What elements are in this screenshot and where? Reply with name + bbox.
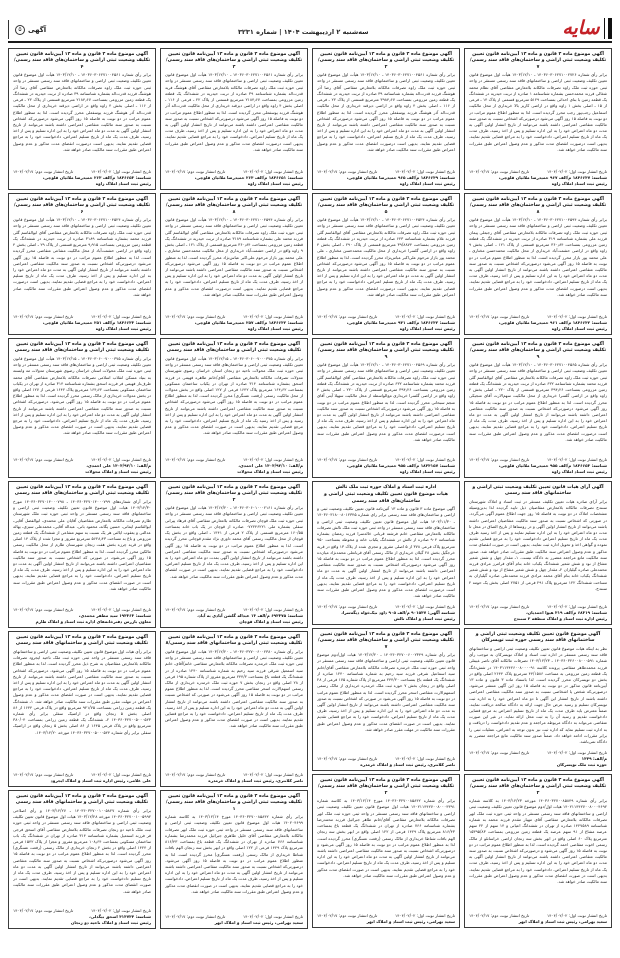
notice-body: برابر رأی شماره ۱۴۰۳۶۰۳۲۷۰۰۱۰۰۵۸۲۷ ـ ۱۴۰۳/۱۲/۲۷ و رأی اصلاحی ۱۴۰۳۶۰۳۲۷۰۰۱۰۰۵۹۹۲ مورخه ۱۴۰۳/۱۲/۲۸ هیات اول موضوع قانون تعیین تکلیف وضعیت ثبتی اراضی و ساختمانهای فاقد سند رسمی مستقر در واحد ثبتی حوزه ثبت ملک ناحیه دو زنجان تصرفات مالکانه بلامعارض متقاضی آقای اسحق فرجی فر فرزند اسمعیل بشماره شناسنامه ۳۱۴ صادره از تهران در ششدانگ یک باب ساختمان مسکونی بمساحت ۱۰۸٫۶۴ مترمربع مفروز و مجزا از پلاک ۱۵۴۲ فرعی از ۱۴۲۴ اصلی واقع در بخش ۲ زنجان خریداری از مالک رسمی (رفعت عسگری) محرز گردیده است. لذا به منظور اطلاع عموم مراتب در دو نوبت به فاصله ۱۵ روز آگهی می‌شود درصورتی‌که اشخاص نسبت به صدور سند مالکیت متقاضی اعتراضی داشته باشند می‌توانند از تاریخ انتشار اولین آگهی به مدت دو ماه اعتراض خود را به این اداره تسلیم و پس از اخذ رسید، ظرف مدت یک ماه از تاریخ تسلیم دادخواست خود را به مراجع قضایی تقدیم نمایند. بدیهی است در صورت انقضای مدت مذکور و عدم وصول اعتراض طبق مقررات سند مالکیت صادر خواهد شد. — [13, 807, 151, 894]
notice-id-line: شناسه: ۱۸۴۶۶۵۱ م/الف ۲۶۴ حمیدرضا ملائیان قلوچی، — [194, 174, 303, 180]
notice-id-line: شناسه: ۱۸۴۶۶۴۲ م/الف ۲۵۷ حمیدرضا ملائیان قلوچی، — [194, 319, 303, 325]
notice-columns — [0, 43, 620, 929]
notice-signature: رئیس ثبت اسناد و املاک ناحیه دو زنجان — [70, 919, 151, 925]
notice-block — [8, 48, 156, 190]
notice-block — [312, 193, 460, 335]
publish-date-second: تاریخ انتشار نوبت دوم: ۱۴۰۴/۰۲/۱۷ — [317, 603, 378, 609]
notice-title: آگهی موضوع ماده ۳ قانون و ماده ۱۳ آیین‌نامه قانون تعیین تکلیف وضعیت ثبتی اراضی و ساختمان‌های فاقد سند رسمی — [166, 342, 302, 354]
publish-date-first: تاریخ انتشار نوبت اول: ۱۴۰۴/۰۲/۰۲ — [547, 749, 607, 755]
notice-block — [160, 790, 308, 929]
logo-bar-thin-icon — [604, 18, 606, 39]
notice-block — [160, 193, 308, 335]
notice-id-line: م/الف: ۱۴۰۳/۹۲/۱۰ علی احمدی، — [238, 462, 303, 468]
notice-signature: سعید بهرامی، رئیس ثبت اسناد و املاک ابهر — [518, 918, 607, 924]
notice-signature: سعید بهرامی، رئیس ثبت اسناد و املاک ابهر — [214, 919, 303, 925]
notice-title: آگهی موضوع ماده ۳ قانون و ماده ۱۳ آیین‌نامه قانون تعیین تکلیف وضعیت ثبتی اراضی و ساختمان‌های فاقد سند رسمی/۷ — [469, 52, 607, 70]
publish-date-second: تاریخ انتشار نوبت دوم: ۱۴۰۴/۰۲/۱۷ — [165, 771, 226, 777]
notice-block — [8, 193, 156, 335]
notice-body: نظر به اینکه هیات موضوع قانون تعیین تکلیف وضعیت ثبتی اراضی و ساختمانهای فاقد سند رسمی مستقر در اداره ثبت اسناد و املاک تویسرکان به موجب رأی شماره ۱۴۰۳۶۰۳۲۶۰۰۸۰۰۰۵۹۱ ـ ۱۴۰۳/۱۲/۲۳ تصرفات مالکانه آقای ناصر غیبتلی فرزند محمدطاهر متقاضی پرونده کلاسه ۱۴۰۳۱۱۴۴۲۶۰۰۸۰۰۰۰۹۱ در شش‌دانگ یک قطعه زمین مزروعی به مساحت ۴۴/۱۵۸۶ مترمربع پلاک ۲۶۴۴ اصلی واقع در بخش دو تویسرکان محرز گردیده است. لذا باستناد ماده ۳ قانون و ماده ۱۳ آیین‌نامه قانون مذکور در دو نوبت به فاصله ۱۵ روز این آگهی منتشر می‌شود. درصورتی‌که شخص یا اشخاصی نسبت به صدور سند مالکیت متقاضی اعتراضی داشته باشند از تاریخ انتشار این آگهی تا دو ماه اعتراض خود را به اداره ثبت تویسرکان تسلیم و رسید عرض حال جهت ارائه به دادگاه صالحه دریافت نمایند. ضمناً معترض باید ظرف مدت یک ماه از تاریخ تسلیم اعتراض به مرجع قضایی دادخواست تقدیم و رسید آن را به ثبت محل ارائه نماید. در غیر این صورت متقاضی می‌تواند به دادگاه مربوطه مراجعه و عدم تقدیم دادخواست را دریافت و به اداره ثبت تسلیم نماید که اداره ثبت نیز بدون توجه به اعتراض، عملیات ثبتی را برابر مقررات ادامه خواهد داد. ضمناً صدور سند مالکیت مانع مراجعه متضرر به دادگاه نمی‌باشد. — [469, 645, 607, 745]
publish-date-second: تاریخ انتشار نوبت دوم: ۱۴۰۴/۰۲/۱۷ — [13, 606, 74, 612]
notice-id-line: شناسه: ۴۱۳۷۴۴ اسحق بیگدلی، — [89, 913, 151, 919]
notice-body: برابر رأی شماره ۱۴۰۳۶۰۳۲۷۰۰۸۵۸۴۲ مورخ ۱۴۰۳/۱۲/۱۴ به کلاسه شماره ۱۴۰۲۰۴۶۹۹ هیات اول موضوع قانون تعیین تکلیف وضعیت ثبتی اراضی و ساختمانهای فاقد سند رسمی مستقر در واحد ثبتی حوزه ثبت ملک ابهر تصرفات مالکانه بلامعارض متقاضی آقای خلیل طاهری جبرائیل فرزند محمدرضا بشماره شناسنامه ۷۶۶ صادره از تهران در ششدانگ یک قطعه باغ بمساحت ۸۱۶/۴۳ مترمربع پلاک ۱۴۲۹ فرعی از ۱۲۲ اصلی واقع در ابهر بخش سه زنجان الهم بافات شناطا خریداری از مالک رسمی (رفعت عسگری) محرز گردیده است. لذا به منظور اطلاع عموم مراتب در دو نوبت به فاصله ۱۵ روز آگهی می‌شود. درصورتی‌که اشخاص نسبت به صدور سند مالکیت متقاضی اعتراضی داشته باشند می‌توانند از تاریخ انتشار اولین آگهی به مدت دو ماه اعتراض خود را به این اداره تسلیم و پس از اخذ رسید، ظرف مدت یک ماه از تاریخ تسلیم اعتراض، دادخواست خود را به مراجع قضایی تقدیم نمایند. بدیهی است در صورت انقضای مدت مذکور و عدم وصول اعتراض طبق مقررات سند مالکیت صادر خواهد شد. — [165, 814, 303, 894]
publish-date-second: تاریخ انتشار نوبت دوم: ۱۴۰۴/۰۲/۱۷ — [469, 603, 530, 609]
publish-date-first: تاریخ انتشار نوبت اول: ۱۴۰۴/۰۲/۰۲ — [547, 603, 607, 609]
notice-title: آگهی موضوع ماده ۳ قانون و ماده ۱۳ آیین‌نامه قانون تعیین تکلیف وضعیت ثبتی اراضی و ساختمان‌های فاقد سند رسمی/۴ — [13, 52, 151, 70]
notice-block — [312, 628, 460, 771]
publish-date-second: تاریخ انتشار نوبت دوم: ۱۴۰۴/۰۲/۱۷ — [13, 168, 74, 174]
notice-id-line: شناسه: ۶۹۴۳۷۵ م/الف ۱۳ عبداله گلشن آبادی به آباد، — [197, 612, 303, 618]
notice-signature: ناصر کلانتری، رئیس ثبت اسناد و املاک خرمدره — [208, 777, 303, 783]
notice-signature: ناصر کلانتری، رئیس ثبت اسناد و املاک خرمدره — [360, 761, 455, 767]
publish-date-second: تاریخ انتشار نوبت دوم: ۱۴۰۴/۰۲/۱۷ — [165, 456, 226, 462]
publish-date-first: تاریخ انتشار نوبت اول: ۱۴۰۴/۰۲/۰۲ — [91, 907, 151, 913]
notice-block — [8, 481, 156, 628]
paper-logo — [560, 18, 612, 39]
notice-body: برابر رأی شماره ۱۴۰۳۶۰۳۰۶۲۷۱۰۰۴۵۲۴ ـ ۱۴۰۳/۱۲/۱۰ هیأت اول موضوع قانون تعیین تکلیف وضعیت ثبتی اراضی و ساختمانهای فاقد سند رسمی مستقر در واحد ثبتی حوزه ثبت ملک زاوه تصرفات مالکانه بلامعارض متقاضی آقای ابوالقاسم گلی فرزند غلام بشماره شناسنامه ۶۲۳ صادره از تربت حیدریه در ششدانگ یک قطعه زمین مزروعی بمساحت ۳۹/۸۸۷۴ مترمربع قسمتی از پلاک ۲۹۰ ـ اصلی بخش ۴ زاوه واقع در اراضی گلسرا خریداری از محل مالکیت محمدحسن مختاری ـ علی محمد پور بازار مرحوم علی‌اکبر عباس‌نژاد محرز گردیده است. لذا به منظور اطلاع عموم مراتب در دو نوبت به فاصله ۱۵ روز آگهی می‌شود درصورتی‌که اشخاص نسبت به صدور سند مالکیت متقاضی اعتراضی داشته باشند می‌توانند از تاریخ انتشار اولین آگهی به مدت دو ماه اعتراض خود را به این اداره تسلیم و پس از اخذ رسید، ظرف مدت یک ماه از تاریخ تسلیم اعتراض، دادخواست خود را به مراجع قضایی تقدیم نمایند. بدیهی است درصورت انقضای مدت مذکور و عدم وصول اعتراض طبق مقررات سند مالکیت صادر خواهد شد. — [317, 217, 455, 297]
publish-date-first: تاریخ انتشار نوبت اول: ۱۴۰۴/۰۲/۰۲ — [395, 755, 455, 761]
paper-name: سایه — [562, 16, 600, 39]
publish-date-second: تاریخ انتشار نوبت دوم: ۱۴۰۴/۰۲/۱۷ — [469, 749, 530, 755]
notice-body: برابر آرای صادره هیات تعیین تکلیف مستقر در ثبت اسناد و املاک شهرستان سنندج تصرفات مالکانه بلامعارض متقاضیان ذیل تایید گردیده لذا بدین‌وسیله مشخصات املاک در دو نوبت به فاصله ۱۵ روز جهت اطلاع عموم آگهی می‌گردد. در صورتی که اشخاص نسبت به صدور سند مالکیت متقاضیان اعتراضی داشته باشند می‌توانند از تاریخ انتشار اولین آگهی و در روستاها از تاریخ الصاق در محل تا مدت دو ماه اعتراض خود را به این اداره تسلیم نمایند و پس از اخذ رسید ظرف مدت یک ماه از تاریخ تسلیم اعتراض دادخواست خود را به مرجع قضایی تقدیم نموده و گواهی اخذ و تحویل اداره ثبت نمایند. بدیهی است در صورت انقضای مدت مذکور و عدم وصول اعتراض سند مالکیت طبق مقررات صادر خواهد شد. صدور سند مالکیت مانع مراجعه متضرر به دادگاه نیست. ۱ـ مقدار چهل و شش شعیر مشاع از نود و شش شعیر ششدانگ یکباب خانه بنام آقای فرامرز مرادی فرزند محمدعلی صادره گیلیازان ۲ـ مقدار چهل و شش شعیر مشاع از نود و شش شعیر ششدانگ یکباب خانه بنام آقای محمد مرادی فرزند محمدعلی صادره گیلیازان به مساحت ششدانگ ۱۲۲ مترمربع پلاک ۲۹۱ فرعی از ۲۷۵۱ اصلی بخش یک حومه ۲ سنندج. — [469, 498, 607, 591]
publish-date-first: تاریخ انتشار نوبت اول: ۱۴۰۴/۰۲/۰۲ — [243, 913, 303, 919]
notice-id-line: شناسه: ۱۹۴۳۶۳ سید مظفر محمدی، — [78, 612, 151, 618]
notice-title: آگهی موضوع ماده ۳ قانون و ماده ۱۳ آیین‌نامه قانون تعیین تکلیف وضعیت ثبتی اراضی و ساختمان‌های فاقد سند رسمی/۶ — [13, 197, 151, 215]
notice-block — [464, 774, 612, 928]
publish-date-second: تاریخ انتشار نوبت دوم: ۱۴۰۴/۰۲/۱۷ — [317, 912, 378, 918]
notice-signature: حوزه ثبت ملک تویسرکان — [556, 761, 607, 767]
notice-title: آگهی موضوع ماده ۳ قانون و ماده ۱۳ آیین‌نامه قانون تعیین تکلیف وضعیت ثبتی اراضی و ساختمانهای فاقد سند رسمی — [15, 635, 149, 647]
notice-title: آگهی موضوع ماده ۳ قانون و ماده ۱۳ آیین‌نامه قانون تعیین تکلیف وضعیت ثبتی اراضی و ساختمان‌های فاقد سند رسمی/۹ — [469, 342, 607, 360]
notice-title: آگهی موضوع قانون تعیین تکلیف وضعیت ثبتی اراضی و ساختمانهای فاقد سند رسمی حوزه ثبت تویسرکان — [475, 632, 601, 644]
notice-title: آگهی موضوع ماده ۳ قانون و ماده ۱۳ آیین‌نامه قانون تعیین تکلیف وضعیت ثبتی اراضی و ساختمان‌های فاقد سند رسمی/۵ — [317, 197, 455, 215]
notice-title: آگهی موضوع ماده ۳ قانون و ماده ۱۳ آیین‌نامه قانون تعیین تکلیف وضعیت ثبتی اراضی و ساختمان‌های فاقد سند رسمی/۹ — [317, 342, 455, 360]
notice-block — [312, 48, 460, 190]
publish-date-second: تاریخ انتشار نوبت دوم: ۱۴۰۴/۰۲/۱۷ — [317, 755, 378, 761]
publish-date-first: تاریخ انتشار نوبت اول: ۱۴۰۴/۰۲/۰۲ — [395, 168, 455, 174]
notice-signature: رئیس ثبت اسناد املاک زاوه — [551, 325, 607, 331]
notice-body: برابر رأی شماره ۱۴۰۳۶۰۳۲۷۰۰۶۰۰۲۳۴۹ ـ ۱۴۰۳/۱۲/۲۰ هیات اول/دوم موضوع قانون تعیین تکلیف وضعیت ثبتی اراضی و ساختمانهای فاقد سند رسمی مستقر در واحد ثبتی حوزه ثبت ملک خرمدره تصرفات مالکانه بلامعارض متقاضی آقای/خانم سید اسماعیل شرفی فرزند سید رحیم به شماره شناسنامه ۱۲۴۰ صادره از ششدانگ یک قطعه باغ بمساحت ۲۴۴/۲۰ مترمربع از پلاک شماره ۱۷۵ فرعی از ۲۸ اصلی واقع در زنجان بخش ۷ حوزه ثبت ملک خرمدره خریداری از مالک رسمی اسمهم‌الارث متقاضی اسحر محرز گردیده است. لذا به منظور اطلاع عموم مراتب در دو نوبت به فاصله ۱۵ روز آگهی می‌شود در صورتی که اشخاص نسبت به صدور سند مالکیت متقاضی اعتراضی داشته باشند می‌توانند از تاریخ انتشار اولین آگهی به مدت دو ماه اعتراض خود را به این اداره تسلیم و پس از اخذ رسید، ظرف مدت یک ماه از تاریخ تسلیم اعتراض، دادخواست خود را به مراجع قضایی تقدیم نمایند. بدیهی است در صورت انقضای مدت مذکور و عدم وصول اعتراض طبق مقررات سند مالکیت در مهلت مقرر صادر خواهد شد. — [317, 652, 455, 732]
notice-body: برابر رأی شماره ۱۴۰۳۶۰۳۰۶۲۷۱۰۰۴۵۲۴ ـ ۱۴۰۳/۱۲/۱۰ هیأت اول موضوع قانون تعیین تکلیف وضعیت ثبتی اراضی و ساختمانهای فاقد سند رسمی مستقر در واحد ثبتی حوزه ثبت ملک زاوه تصرفات مالکانه بلامعارض متقاضی آقای ابوالقاسم گلی فرزند محمد بشماره شناسنامه ۳۱۸۹ صادره از تربت حیدریه در ششدانگ یک قطعه زمین مزروعی بمساحت ۹٫۹۱۵ مترمربع قسمتی از پلاک ۲۹ ـ اصلی بخش ۴ زاوه واقع در اراضی حشمت‌آباد از محل مالکیت مشاعی متقاضی محرز گردیده است. لذا به منظور اطلاع عموم مراتب در دو نوبت به فاصله ۱۵ روز آگهی می‌شود درصورتی‌که اشخاص نسبت به صدور سند مالکیت متقاضی اعتراضی داشته باشند می‌توانند از تاریخ انتشار اولین آگهی به مدت دو ماه اعتراض خود را به این اداره تسلیم و پس از اخذ رسید، ظرف مدت یک ماه از تاریخ تسلیم اعتراض، دادخواست خود را به مراجع قضایی تقدیم نمایند. بدیهی است درصورت انقضای مدت مذکور و عدم وصول اعتراض طبق مقررات سند مالکیت صادر خواهد شد. — [13, 217, 151, 297]
publish-date-first: تاریخ انتشار نوبت اول: ۱۴۰۴/۰۲/۰۲ — [243, 313, 303, 319]
notice-body: برابر رأی شماره ۱۴۰۳۶۰۳۲۷۰۰۸۵۸۴۹ مورخه ۱۴۰۳/۱۲/۲۳ به کلاسه شماره ۱۴۰۲۱۱۴۴۲۷۰۰۸۰۰۰۴۶۹۲ هیات اول/دوم موضوع قانون تعیین تکلیف وضعیت ثبتی اراضی و ساختمانهای فاقد سند رسمی مستقر در واحد ثبتی حوزه ثبت ملک ابهر تصرفات مالکانه بلامعارض متقاضی آقای مهیار مقدم فرزند محمد به شماره شناسنامه ۱۴۲۷۵۸۹ صادره از تهران در ششدانگ اعیانی و ۱۴ سهم از ۲۲ سهم عرصه مشاع از ۹۱ سهم عرصه یک قطعه زمین مزروعی بمساحت ۱۵۳۹۵/۸۳ مترمربع پلاک ۶۰ اصلی واقع در ابهر بخش سه زنجان اراضی خراسانلو از مالک رسمی اخوت متقاضی احمد گردیده است. لذا به منظور اطلاع عموم مراتب در دو نوبت به فاصله ۱۵ روز آگهی می‌شود و درصورتی‌که اشخاص نسبت به صدور سند مالکیت متقاضی اعتراضی داشته باشند می‌توانند از تاریخ انتشار اولین آگهی به مدت دو ماه اعتراض خود را به این اداره تسلیم و پس از اخذ رسید، ظرف مدت یک ماه از تاریخ تسلیم اعتراض، دادخواست خود را به مراجع قضایی تقدیم نمایند. بدیهی است در صورت انقضای مدت مذکور و عدم وصول اعتراض طبق مقررات سند مالکیت صادر خواهد شد. — [469, 798, 607, 885]
notice-title: آگهی موضوع ماده ۳ قانون و ماده ۱۳ آیین‌نامه قانون تعیین تکلیف وضعیت ثبتی اراضی و ساختمان‌های فاقد سند رسمی/۷ — [317, 632, 455, 650]
notice-title: آگهی موضوع ماده ۳ قانون و ماده ۱۳ آیین‌نامه قانون تعیین تکلیف وضعیت ثبتی اراضی و ساختمان‌های فاقد سند رسمی/۸ — [165, 197, 303, 215]
publish-date-first: تاریخ انتشار نوبت اول: ۱۴۰۴/۰۲/۰۲ — [91, 456, 151, 462]
notice-body: برابر رأی شماره ۱۴۰۳۶۰۳۰۶۲۷۱۰۰۴۵۶۹ ـ ۱۴۰۳/۱۲/۱۰ هیأت اول موضوع قانون تعیین تکلیف وضعیت ثبتی اراضی و ساختمانهای فاقد سند رسمی مستقر در واحد ثبتی حوزه ثبت ملک زاوه تصرفات مالکانه بلامعارض متقاضی آقای ابوالقاسم گلی فرزند محمد بشماره شناسنامه ۶۳۲ صادره از تربت حیدریه در ششدانگ یک قطعه زمین مزروعی بمساحت ۳۹۴٫۲۶ مترمربع قسمتی از پلاک ۲۲۰ ـ اصلی بخش ۴ زاوه واقع در اراضی گلسرا خریداری مع‌الواسطه از محل مالکیت سهیلا آیتی آقای منجم سبحانی محرز گردیده است. لذا به منظور اطلاع عموم مراتب در دو نوبت به فاصله ۱۵ روز آگهی می‌شود درصورتی‌که اشخاص نسبت به صدور سند مالکیت متقاضی اعتراضی داشته باشند می‌توانند از تاریخ انتشار اولین آگهی به مدت دو ماه اعتراض خود را به این اداره تسلیم و پس از اخذ رسید، ظرف مدت یک ماه از تاریخ تسلیم اعتراض، دادخواست خود را به مراجع قضایی تقدیم نمایند. بدیهی است درصورت انقضای مدت مذکور و عدم وصول اعتراض طبق مقررات سند مالکیت صادر خواهد شد. — [317, 362, 455, 442]
notice-signature: سعید بهرامی، رئیس ثبت اسناد و املاک ابهر — [366, 918, 455, 924]
notice-body: برابر رأی شماره ۱۴۰۳۶۰۳۰۶۲۷۱۰۰۴۵۶۵ ـ ۱۴۰۳/۱۲/۱۰ هیأت اول موضوع قانون تعیین تکلیف وضعیت ثبتی اراضی و ساختمانهای فاقد سند رسمی مستقر در واحد ثبتی حوزه ثبت ملک زاوه تصرفات مالکانه بلامعارض متقاضی آقای ابوالقاسم گلی فرزند محمد بشماره شناسنامه ۶۳۲ صادره از تربت حیدریه در ششدانگ یک قطعه زمین مزروعی بمساحت ۳۹۴٫۲۶ مترمربع قسمتی از پلاک ۲۲۰ ـ اصلی بخش ۴ زاوه واقع در اراضی گلسرا خریداری از محل مالکیت سهم‌الارث آقای منجیکی محرز گردیده است. لذا به منظور اطلاع عموم مراتب در دو نوبت به فاصله ۱۵ روز آگهی می‌شود درصورتی‌که اشخاص نسبت به صدور سند مالکیت متقاضی اعتراضی داشته باشند می‌توانند از تاریخ انتشار اولین آگهی به مدت دو ماه اعتراض خود را به این اداره تسلیم و پس از اخذ رسید، ظرف مدت یک ماه از تاریخ تسلیم اعتراض، دادخواست خود را به مراجع قضایی تقدیم نمایند. بدیهی است درصورت انقضای مدت مذکور و عدم وصول اعتراض طبق مقررات سند مالکیت صادر خواهد شد. — [469, 362, 607, 442]
publish-date-second: تاریخ انتشار نوبت دوم: ۱۴۰۴/۰۲/۱۷ — [317, 313, 378, 319]
publish-date-second: تاریخ انتشار نوبت دوم: ۱۴۰۴/۰۲/۱۷ — [469, 168, 530, 174]
column-2 — [312, 48, 460, 929]
notice-signature: رئیس اداره ثبت اسناد و املاک منطقه ۲ سنندج — [513, 615, 607, 621]
logo-bar-icon — [608, 18, 612, 39]
notice-title: آگهی موضوع ماده ۳ قانون و ماده ۱۳ آیین‌نامه قانون تعیین تکلیف وضعیت ثبتی اراضی و ساختمان‌های فاقد سند رسمی/۸ — [469, 197, 607, 215]
notice-signature: رئیس ثبت اسناد املاک زاوه — [95, 325, 151, 331]
notice-block — [312, 481, 460, 625]
publish-date-second: تاریخ انتشار نوبت دوم: ۱۴۰۴/۰۲/۱۷ — [165, 606, 226, 612]
masthead — [8, 0, 612, 43]
publish-date-second: تاریخ انتشار نوبت دوم: ۱۴۰۴/۰۲/۱۷ — [165, 913, 226, 919]
notice-title: آگهی موضوع ماده ۳ قانون و ماده ۱۳ آیین‌نامه قانون تعیین تکلیف وضعیت ثبتی اراضی و ساختمان‌های فاقد سند رسمی/۲ — [317, 52, 455, 70]
notice-title: آگهی موضوع ماده ۳ قانون و ماده ۱۳ آیین‌نامه قانون تعیین تکلیف وضعیت ثبتی اراضی و ساختمانهای فاقد سند رسمی — [15, 794, 149, 806]
notice-signature: رئیس ثبت اسناد املاک زاوه — [247, 180, 303, 186]
notice-subtitle: هیات موضوع قانون تعیین تکلیف وضعیت ثبتی اراضی و ساختمان‌های فاقد سند رسمی — [324, 492, 448, 504]
notice-signature: رئیس ثبت اسناد املاک زاوه — [551, 468, 607, 474]
notice-block — [464, 48, 612, 190]
publish-date-first: تاریخ انتشار نوبت اول: ۱۴۰۴/۰۲/۰۲ — [243, 771, 303, 777]
notice-id-line: شناسه: ۱۸۴۶۶۴۲ م/الف ۹۴۱ حمیدرضا ملائیان قلوچی، — [346, 319, 455, 325]
publish-date-first: تاریخ انتشار نوبت اول: ۱۴۰۴/۰۲/۰۲ — [547, 168, 607, 174]
notice-body: برابر رأی شماره ۱۴۰۳۶۰۳۰۶۲۷۱۰۰۲۷۲۶ ـ ۱۴۰۳/۱۲/۱۰ هیأت اول موضوع قانون تعیین تکلیف وضعیت ثبتی اراضی و ساختمانهای فاقد سند رسمی مستقر در واحد ثبتی حوزه ثبت ملک زاوه تصرفات مالکانه بلامعارض متقاضی آقای نظام محمد شغالی فرزند محمدحسن بشماره شناسنامه ۱ صادره از تربت حیدریه در ششدانگ یک قطعه زمین با بنای احداثی بمساحت ۵۱۲۹ مترمربع قسمتی از پلاک ۱۴ ـ فرعی از ۱۵ ـ اصلی بخش ۱ زاوه واقع در اراضی کاریز بالا خریداری از محل مالکیت اسماعیل رجب‌پور رجب محرز گردیده است. لذا به منظور اطلاع عموم مراتب در دو نوبت به فاصله ۱۵ روز آگهی می‌شود درصورتی‌که اشخاص نسبت به صدور سند مالکیت متقاضی اعتراضی داشته باشند می‌توانند از تاریخ انتشار اولین آگهی به مدت دو ماه اعتراض خود را به این اداره تسلیم و پس از اخذ رسید، ظرف مدت یک ماه از تاریخ تسلیم اعتراض، دادخواست خود را به مراجع قضایی تقدیم نمایند. بدیهی است درصورت انقضای مدت مذکور و عدم وصول اعتراض طبق مقررات سند مالکیت صادر خواهد شد. — [469, 72, 607, 152]
notice-body: برابر رأی شماره ۱۴۰۳۶۰۳۲۷۰۰۶۰۰۲۳۸۰ ـ ۱۴۰۳/۱۲/۲۰ هیات اول موضوع قانون تعیین تکلیف وضعیت ثبتی اراضی و ساختمانهای فاقد سند رسمی مستقر در واحد ثبتی حوزه ثبت ملک خرمدره تصرفات مالکانه بلامعارض متقاضی خانم/آقای، خانم سید اسمعیل شرقی فرزند سید رحیم به شماره شناسنامه ۱۲۴۰ صادره از در ششدانگ یک قطعه باغ بمساحت ۲۴۴/۲ مترمربع مفروز از پلاک شماره ۱۹۵ فرعی از ۲۸ اصلی واقع در زنجان بخش ۷ حوزه ثبت ملک خرمدره خریداری از مالک رسمی اسهم‌الارث اسحر متقاضی محرز گردیده است. لذا به منظور اطلاع عموم مراتب در دو نوبت به فاصله ۱۵ روز آگهی می‌شود در صورتی که اشخاص نسبت به صدور سند مالکیت متقاضی اعتراضی داشته باشند می‌توانند از تاریخ انتشار اولین آگهی به مدت دو ماه اعتراض خود را به این اداره تسلیم و پس از اخذ رسید، ظرف مدت یک ماه از تاریخ تسلیم اعتراض، دادخواست خود را به مراجع قضایی تقدیم نمایند. بدیهی است در صورت انقضای مدت مذکور و عدم وصول اعتراض طبق مقررات سند مالکیت صادر خواهد شد. — [165, 648, 303, 729]
notice-id-line: شناسه: ۱۸۴۶۶۴۲ م/الف ۹۶۱ حمیدرضا ملائیان قلوچی، — [498, 319, 607, 325]
notice-block — [160, 481, 308, 628]
publish-date-second: تاریخ انتشار نوبت دوم: ۱۴۰۴/۰۲/۱۷ — [469, 912, 530, 918]
notice-title: آگهی آرای هیات قانون تعیین تکلیف وضعیت ثبتی اراضی و ساختمانهای فاقد سند رسمی — [472, 485, 604, 497]
notice-signature: رئیس ثبت اسناد املاک زاوه — [95, 180, 151, 186]
notice-body: برابر رأی شماره ۱۴۰۳۶۰۳۰۶۰۱۰۰۰۲۱۶۱ ـ ۱۴۰۳/۱۲/۲۰ هیات اول موضوع قانون تعیین تکلیف وضعیت ثبتی اراضی و ساختمانهای فاقد سند رسمی مستقر در واحد ثبتی حوزه ثبت ملک قوچان تصرفات مالکانه بلامعارض متقاضی آقای فرهاد پیرانی سفلی بشماره ملی ۰۷۲۲۴۶۲۲۱ صادره از قوچان در یک باب خانه بمساحت ۱۶۰/۵۵ مترمربع قسمتی از پلاک ۲ فرعی از ۱۴۴۱ ـ اصلی واقع در بخش یک قوچان از محل مالکیت رسمی آقای محمد داوری نژاد مقدم قوچانی محرز گردیده است. لذا به منظور اطلاع عموم مراتب در دو نوبت به فاصله ۱۵ روز آگهی می‌شود درصورتی‌که اشخاص نسبت به صدور سند مالکیت متقاضی اعتراضی داشته باشند می‌توانند از تاریخ انتشار اولین آگهی بمدت دو ماه اعتراض خود را به این اداره تسلیم و پس از اخذ رسید، ظرف مدت یک ماه از تاریخ تسلیم اعتراض، دادخواست خود را به مراجع قضایی تقدیم نمایند. بدیهی است در صورت انقضای مدت مذکور و عدم وصول اعتراض طبق مقررات سند مالکیت صادر خواهد شد. — [165, 505, 303, 579]
notice-title: آگهی موضوع ماده ۳ قانون و ماده ۱۳ آیین‌نامه قانون تعیین تکلیف وضعیت ثبتی اراضی و ساختمان‌های فاقد سند رسمی/۲ — [165, 485, 303, 503]
publish-date-second: تاریخ انتشار نوبت دوم: ۱۴۰۴/۰۲/۱۷ — [469, 456, 530, 462]
notice-title: اداره ثبت اسناد و املاک حوزه ثبت ملک تالش — [335, 485, 437, 490]
notice-title: آگهی موضوع ماده ۳ قانون و ماده ۱۳ آیین‌نامه قانون تعیین تکلیف وضعیت ثبتی اراضی و ساختمان‌های فاقد سند رسمی/۱ — [165, 794, 303, 812]
notice-id-line: شناسه: ۱۸۴۶۶۴۷ م/الف ۹۶۷ حمیدرضا ملائیان قلوچی، — [498, 174, 607, 180]
publish-date-first: تاریخ انتشار نوبت اول: ۱۴۰۴/۰۲/۰۲ — [243, 168, 303, 174]
notice-block — [464, 338, 612, 478]
notice-block — [464, 628, 612, 771]
notice-signature: رئیس ثبت اسناد و املاک تالش — [394, 615, 455, 621]
publish-date-first: تاریخ انتشار نوبت اول: ۱۴۰۴/۰۲/۰۲ — [243, 606, 303, 612]
publish-date-first: تاریخ انتشار نوبت اول: ۱۴۰۴/۰۲/۰۲ — [91, 606, 151, 612]
notice-signature: رئیس ثبت اسناد املاک زاوه — [551, 180, 607, 186]
notice-body: برابر رأی شماره ۱۴۰۳۶۰۳۰۶۲۷۱۰۰۴۵۶۱ ـ ۱۴۰۳/۱۲/۱۰ هیأت اول موضوع قانون تعیین تکلیف وضعیت ثبتی اراضی و ساختمانهای فاقد سند رسمی مستقر در واحد ثبتی حوزه ثبت ملک زاوه تصرفات مالکانه بلامعارض متقاضی آقای رضا آذر هوشنگ فرزند قدرت‌اله بشماره شناسنامه ۳۹ صادره از تربت حیدریه در ششدانگ یک قطعه زمین مزروعی بمساحت ۳۹۸۴٫۶۷ مترمربع قسمتی از پلاک ۲۲ ـ فرعی از ۱۱۶ ـ اصلی بخش ۴ زاوه واقع در اراضی دیزقند خریداری از محل مالکیت قدرت‌اله آذر هوشنگ فرزند یوسفعلی محرز گردیده است. لذا به منظور اطلاع عموم مراتب در دو نوبت به فاصله ۱۵ روز آگهی می‌شود درصورتی‌که اشخاص نسبت به صدور سند مالکیت متقاضی اعتراضی داشته باشند می‌توانند از تاریخ انتشار اولین آگهی به مدت دو ماه اعتراض خود را به این اداره تسلیم و پس از اخذ رسید، ظرف مدت یک ماه از تاریخ تسلیم اعتراض، دادخواست خود را به مراجع قضایی تقدیم نمایند. بدیهی است درصورت انقضای مدت مذکور و عدم وصول اعتراض طبق مقررات سند مالکیت صادر خواهد شد. — [317, 72, 455, 152]
publish-date-second: تاریخ انتشار نوبت دوم: ۱۴۰۴/۰۲/۱۷ — [469, 313, 530, 319]
publish-date-first: تاریخ انتشار نوبت اول: ۱۴۰۴/۰۲/۰۲ — [547, 912, 607, 918]
notice-id-line: شناسه: ۱۸۴۶۶۵۳ م/الف ۹۵۵ حمیدرضا ملائیان قلوچی، — [498, 462, 607, 468]
notice-body: برابر رأی شماره ۱۴۰۳۶۰۳۰۶۰۰۷۰۰۰۳۷۵ ـ ۱۴۰۳/۱۲/۱۵ هیأت اول موضوع قانون تعیین تکلیف وضعیت ثبتی اراضی و ساختمان‌های فاقد سند رسمی مستقر در واحد ثبتی حوزه ثبت ملک محولات ناحیه دو زنجان استان خراسان رضوی شهرستان مه‌ولات تصرفات مالکانه بلامعارض متقاضی آقای/خانم طاهره فهیمی در فرزند اسحق بشماره شناسنامه ۳۱۴ صادره از تهران در یکباب ساختمان مسکونی بمساحت ۱۶۴٫۶۲ مترمربع پلاک ۱۶۴۲ فرعی از ۱۲۷ اصلی واقع در بخش مه‌ولات از محل مالکیت رسمی (رفعت عسگری) محرز گردیده است. لذا به منظور اطلاع عموم مراتب در دو نوبت به فاصله ۱۵ روز آگهی می‌شود درصورتی‌که اشخاص نسبت به صدور سند مالکیت متقاضی اعتراضی داشته باشند می‌توانند از تاریخ انتشار اولین آگهی به مدت دو ماه اعتراض خود را به این اداره تسلیم و پس از اخذ رسید و پس از اخذ رسید یک ماه از تاریخ تسلیم اعتراض، دادخواست خود را به مرجع قضایی تقدیم نمایند. بدیهی است در صورت انقضای مدت مذکور و عدم وصول اعتراض طبق مقررات سند مالکیت صادر خواهد شد. — [165, 355, 303, 436]
notice-title: آگهی موضوع ماده ۳ قانون و ماده ۱۳ آیین‌نامه قانون تعیین تکلیف وضعیت ثبتی اراضی و ساختمانهای فاقد سند رسمی/۸ — [165, 635, 303, 647]
publish-date-first: تاریخ انتشار نوبت اول: ۱۴۰۴/۰۲/۰۲ — [395, 912, 455, 918]
publish-date-first: تاریخ انتشار نوبت اول: ۱۴۰۴/۰۲/۰۲ — [547, 313, 607, 319]
notice-id-line: م/الف: ۱۴۰۳/۹۲/۱۰ علی احمدی، — [86, 462, 151, 468]
publish-date-second: تاریخ انتشار نوبت دوم: ۱۴۰۴/۰۲/۱۷ — [13, 907, 74, 913]
publish-date-second: تاریخ انتشار نوبت دوم: ۱۴۰۴/۰۲/۱۷ — [165, 168, 226, 174]
publish-date-second: تاریخ انتشار نوبت دوم: ۱۴۰۴/۰۲/۱۷ — [13, 313, 74, 319]
publish-date-second: تاریخ انتشار نوبت دوم: ۱۴۰۴/۰۲/۱۷ — [13, 456, 74, 462]
notice-signature: رئیس ثبت اسناد و املاک محولات — [237, 468, 303, 474]
notice-signature: معاون بازرس دفترخانه‌های اداره ثبت اسناد و املاک طارم — [35, 618, 151, 624]
notice-id-line: شناسه: ۶۸۳۱۹ م/الف ۳۱۹ هیوا احمدیان، — [526, 609, 607, 615]
notice-signature: رئیس ثبت اسناد و املاک محولات — [85, 468, 151, 474]
notice-block — [8, 631, 156, 787]
notice-block — [464, 481, 612, 625]
notice-id-line: شناسه: ۱۸۴۶۶۴۹ م/الف ۹۶۵ حمیدرضا ملائیان قلوچی، — [346, 174, 455, 180]
notice-block — [160, 338, 308, 478]
publish-date-second: تاریخ انتشار نوبت دوم: ۱۴۰۴/۰۲/۱۷ — [165, 313, 226, 319]
publish-date-first: تاریخ انتشار نوبت اول: ۱۴۰۴/۰۲/۰۲ — [395, 603, 455, 609]
notice-block — [8, 790, 156, 929]
notice-id-line: شناسه: ۱۸۴۴۱۵۷ م/الف ۹۵۵ حمیدرضا ملائیان قلوچی، — [346, 462, 455, 468]
notice-signature: علی غلامی، رئیس اداره ثبت اسناد و املاک ایجرود — [50, 777, 151, 783]
notice-id-line: شناسه آگهی: ۹۰۱۵۴۷ م/الف ۹۰۵ داود نیک‌خواه دیگه‌سرا، — [341, 609, 455, 615]
notice-signature: رئیس ثبت اسناد و املاک قوچان — [239, 618, 303, 624]
section-label: آگهی — [28, 25, 47, 34]
notice-signature: رئیس ثبت اسناد املاک زاوه — [247, 325, 303, 331]
page-folio — [8, 20, 46, 39]
notice-block — [312, 338, 460, 478]
notice-body: آگهی موضوع ماده ۳ قانون و ماده ۱۳ آئین‌نامه قانون تعیین تکلیف وضعیت ثبتی و اراضی و ساختمان‌های فاقد سند رسمی برابر رای شماره ۱۴۰۳۶۰۳۱۸۰۰۸۰۱۲۳۴۵ ـ ۱۴۰۳/۱۱/۳۰ هیات اول موضوع قانون تعیین تکلیف وضعیت ثبتی اراضی و ساختمان‌های فاقد سند رسمی مستقر در واحد ثبتی حوزه ثبت ملک تالش تصرفات مالکانه بلامعارض متقاضی خانم فرشته قربانی خاله‌سرا فرزند رمضان بشماره شناسنامه ۹۰۴ صادره از تالش در ششدانگ یکباب خانه و محوطه بمساحت ۹۵۰ مترمربع پلاک فرعی ۳۷۸ از ۵ اصلی مفروز و مجزی شده از پلاک ۱۳ واقع در قریه خرجگیل بخش ۲۸ گیلان خریداری از مالک رسمی آقای قربانعلی محمدنژاد میان‌ده محرز گردیده است. لذا به منظور اطلاع عموم مراتب در دو نوبت به فاصله ۱۵ روز آگهی می‌شود درصورتی‌که اشخاص نسبت به صدور سند مالکیت متقاضی اعتراضی داشته باشند می‌توانند از تاریخ انتشار اولین آگهی به مدت دو ماه اعتراض خود را به این اداره تسلیم و پس از اخذ رسید، ظرف مدت یک ماه از تاریخ تسلیم اعتراض، دادخواست خود را به مراجع قضایی تقدیم نمایند. بدیهی است درصورت انقضای مدت مذکور و عدم وصول اعتراض طبق مقررات سند مالکیت صادر خواهد شد. — [317, 506, 455, 599]
publish-date-first: تاریخ انتشار نوبت اول: ۱۴۰۴/۰۲/۰۲ — [91, 168, 151, 174]
publish-date-first: تاریخ انتشار نوبت اول: ۱۴۰۴/۰۲/۰۲ — [547, 456, 607, 462]
notice-title: آگهی موضوع ماده ۳ قانون و ماده ۱۳ آیین‌نامه قانون تعیین تکلیف وضعیت ثبتی اراضی و ساختمان‌های فاقد سند رسمی/۲ — [469, 778, 607, 796]
notice-block — [464, 193, 612, 335]
notice-title: آگهی موضوع ماده ۳ قانون و ماده ۱۳ آیین‌نامه قانون تعیین تکلیف وضعیت ثبتی اراضی و ساختمان‌های فاقد سند رسمی — [14, 485, 150, 497]
column-3 — [160, 48, 308, 929]
notice-signature: رئیس ثبت اسناد املاک زاوه — [399, 180, 455, 186]
notice-title: آگهی موضوع ماده ۳ قانون و ماده ۱۳ آیین‌نامه قانون تعیین تکلیف وضعیت ثبتی اراضی و ساختمان‌های فاقد سند رسمی — [14, 342, 150, 354]
notice-body: برابر رأی شماره ۱۴۰۳۶۰۳۲۷۰۰۸۵۸۴۲ مورخ ۱۴۰۳/۱۲/۱۴ به کلاسه شماره ۱۴۰۲۱۱۴۴۲۷۰۰۸۰۰۰۴۳۹۱ هیات اول موضوع قانون تعیین تکلیف وضعیت ثبتی اراضی و ساختمانهای فاقد سند رسمی مستقر در واحد ثبتی حوزه ثبت ملک ابهر تصرفات مالکانه بلامعارض متقاضی آقای/خانم طاهر جبرائیل فرزند محمدرضا بشماره شناسنامه ۷۶۶ صادره از تهران در ششدانگ یک قطعه باغ بمساحت ۸۱۶/۴۳ مترمربع پلاک ۱۴۲۹ فرعی از ۱۲۲ اصلی واقع در ابهر بخش سه زنجان الهم بافات شناطا خریداری از مالک رسمی (رفعت عسگری) محرز گردیده است. لذا به منظور اطلاع عموم مراتب در دو نوبت به فاصله ۱۵ روز آگهی می‌شود و درصورتی‌که اشخاص نسبت به صدور سند مالکیت متقاضی اعتراضی داشته باشند می‌توانند از تاریخ انتشار اولین آگهی به مدت دو ماه اعتراض خود را به این اداره تسلیم و پس از اخذ رسید، ظرف مدت یک ماه از تاریخ تسلیم اعتراض، دادخواست خود را به مراجع قضایی تقدیم نمایند. بدیهی است در صورت انقضای مدت مذکور و عدم وصول اعتراض طبق مقررات سند مالکیت صادر خواهد شد. — [317, 798, 455, 878]
notice-body: برابر آرای شماره‌های ۱۴۰۳۶۰۳۲۷۰۱۴۰۰۰۷۹۹ ـ ۱۴۰۳۶۰۳۲۷۰۱۴۰۰۰۷۹۸ مورخ ۱۴۰۳/۱۲/۳۰ هیات اول موضوع قانون تعیین تکلیف وضعیت ثبتی اراضی و ساختمانهای فاقد سند رسمی مستقر در واحد ثبتی حوزه ثبت ملک شهرستان طارم تصرفات مالکانه بلامعارض متقاضیان آقایان علی محمدی، ابوالفضل آقایی، ابوالقاسم ایمانی، حسین یگانه، محمود بانی، عبداله آقایی، محمدعلی سبزی، بهاله عدالتی و یعقوب ایالتی هر یک نسبت به سهم مشاعی از ششدانگ یک قطعه زمین مزروعی و باغ به مساحت ۵۶۲۸٫۴۳ مترمربع مفروز و مجزا شده از پلاک ۱۴ اصلی واقع در قریه چرزه بخش هفت زنجان شهرستان طارم از محل مالکیت رسمی مالکین محرز گردیده است. لذا به منظور اطلاع عموم مراتب در دو نوبت به فاصله ۱۵ روز آگهی می‌شود، در صورتی که اشخاص نسبت به صدور سند مالکیت متقاضیان اعتراضی داشته باشند می‌توانند از تاریخ انتشار اولین آگهی به مدت دو ماه اعتراض خود را به این اداره تسلیم و پس از اخذ رسید، ظرف مدت یک ماه از تاریخ تسلیم اعتراض، دادخواست خود را به مراجع قضایی تقدیم نمایند. بدیهی است در صورت انقضای مدت مذکور و عدم وصول اعتراض طبق مقررات سند مالکیت صادر خواهد شد. — [13, 498, 151, 591]
publish-date-first: تاریخ انتشار نوبت اول: ۱۴۰۴/۰۲/۰۲ — [395, 456, 455, 462]
notice-title: آگهی موضوع ماده ۳ قانون و ماده ۱۳ آیین‌نامه قانون تعیین تکلیف وضعیت ثبتی اراضی و ساختمان‌های فاقد سند رسمی/۳ — [165, 52, 303, 70]
notice-block — [312, 774, 460, 928]
publish-date-first: تاریخ انتشار نوبت اول: ۱۴۰۴/۰۲/۰۲ — [91, 771, 151, 777]
notice-id-line: شناسه: ۱۸۴۶۶۵۳ م/الف ۲۶۳ حمیدرضا ملائیان قلوچی، — [42, 174, 151, 180]
publish-date-first: تاریخ انتشار نوبت اول: ۱۴۰۴/۰۲/۰۲ — [243, 456, 303, 462]
notice-body: برابر رأی شماره ۱۴۰۳۶۰۳۰۶۰۰۷۰۰۰۳۷۵ ـ ۱۴۰۳/۱۲/۱۵ هیأت اول موضوع قانون تعیین تکلیف وضعیت ثبتی اراضی و ساختمان‌های فاقد سند رسمی مستقر در واحد ثبتی حوزه ثبت ملک محولات استان خراسان رضوی شهرستان مه‌ولات مه وابسته به بنیاد مسکن انقلاب اسلامی تصرفات مالکانه بلامعارض متقاضی آقای محمد طرف‌ناز فهیمی فر فرزند اسحق بشماره شناسنامه ۳۱۴ صادره از تهران در یکباب ساختمان مسکونی بمساحت ۱۶۴٫۶۲ مترمربع پلاک ۱۶۴۲ فرعی از ۱۲۷ اصلی واقع در بخش مه‌ولات خریداری از مالک رسمی محرز گردیده است. لذا به منظور اطلاع عموم مراتب در دو نوبت به فاصله ۱۵ روز آگهی می‌شود. درصورتی‌که اشخاص نسبت به صدور سند مالکیت متقاضی اعتراضی داشته باشند می‌توانند از تاریخ انتشار اولین آگهی به مدت دو ماه اعتراض خود را به این اداره تسلیم و پس از اخذ رسید، ظرف مدت یک ماه از تاریخ تسلیم اعتراض، دادخواست خود را به مرجع قضایی تقدیم نمایند. بدیهی است در صورت انقضای مدت مذکور و عدم وصول اعتراض طبق مقررات سند مالکیت صادر خواهد شد. — [13, 355, 151, 436]
notice-block — [160, 48, 308, 190]
notice-body: برابر رأی شماره ۱۴۰۳۶۰۳۰۶۲۷۱۰۰۴۵۹۴ ـ ۱۴۰۳/۱۲/۱۰ هیأت اول موضوع قانون تعیین تکلیف وضعیت ثبتی اراضی و ساختمانهای فاقد سند رسمی مستقر در واحد ثبتی حوزه ثبت ملک زاوه تصرفات مالکانه بلامعارض متقاضی آقای ابوالقاسم گلی فرزند محمد علی بشماره شناسنامه ۳۱۸۹ صادره از تربت حیدریه در ششدانگ یک قطعه زمین مزروعی بمساحت ۳۶۰٫۸۴ مترمربع قسمتی از پلاک ۱۲۱ ـ اصلی بخش ۹ زاوه واقع در اراضی حشمت‌آباد خریداری از محل مالکیت محمدحسن مختاری ـ علی محمد پور بازار مرحوم علی‌اکبر عباس‌نژاد محرز گردیده است. لذا به منظور اطلاع عموم مراتب در دو نوبت به فاصله ۱۵ روز آگهی می‌شود درصورتی‌که اشخاص نسبت به صدور سند مالکیت متقاضی اعتراضی داشته باشند می‌توانند از تاریخ انتشار اولین آگهی به مدت دو ماه اعتراض خود را به این اداره تسلیم و پس از اخذ رسید، ظرف مدت یک ماه از تاریخ تسلیم اعتراض، دادخواست خود را به مراجع قضایی تقدیم نمایند. بدیهی است درصورت انقضای مدت مذکور و عدم وصول اعتراض طبق مقررات سند مالکیت صادر خواهد شد. — [165, 217, 303, 297]
notice-body: برابر رأی شماره ۱۴۰۳۶۰۳۰۶۲۷۱۰۰۴۵۶۱ ـ ۱۴۰۳/۱۲/۱۰ هیأت اول موضوع قانون تعیین تکلیف وضعیت ثبتی اراضی و ساختمانهای فاقد سند رسمی مستقر در واحد ثبتی حوزه ثبت ملک زاوه تصرفات مالکانه بلامعارض متقاضی آقای هوشنگ فرید قدرت‌اله بشماره شناسنامه ۳۹ صادره از تربت حیدریه در ششدانگ یک قطعه زمین مزروعی بمساحت ۲۱۸۴٫۶۷ مترمربع قسمتی از پلاک ۲۲ ـ فرعی از ۱۱۶ ـ اصلی بخش ۴ زاوه واقع در اراضی دیزقند خریداری از محل مالکیت قدرت‌اله آذر هوشنگ فرزند یوسفعلی محرز گردیده است. لذا به منظور اطلاع عموم مراتب در دو نوبت به فاصله ۱۵ روز آگهی می‌شود درصورتی‌که اشخاص نسبت به صدور سند مالکیت متقاضی اعتراضی داشته باشند می‌توانند از تاریخ انتشار اولین آگهی به مدت دو ماه اعتراض خود را به این اداره تسلیم و پس از اخذ رسید، ظرف مدت یک ماه از تاریخ تسلیم اعتراض، دادخواست خود را به مراجع قضایی تقدیم نمایند. بدیهی است درصورت انقضای مدت مذکور و عدم وصول اعتراض طبق مقررات سند مالکیت صادر خواهد شد. — [165, 72, 303, 152]
page-number-badge: ۵ — [15, 25, 25, 35]
column-4 — [8, 48, 156, 929]
column-1 — [464, 48, 612, 929]
notice-signature: رئیس ثبت اسناد املاک زاوه — [399, 468, 455, 474]
notice-block — [160, 631, 308, 787]
notice-title: آگهی موضوع ماده ۳ قانون و ماده ۱۳ آیین‌نامه قانون تعیین تکلیف وضعیت ثبتی اراضی و ساختمان‌های فاقد سند رسمی/۲ — [317, 778, 455, 796]
issue-line: سه‌شنبه ۲ اردیبهشت ۱۴۰۴ | شماره ۳۲۳۱ — [237, 28, 369, 36]
publish-date-second: تاریخ انتشار نوبت دوم: ۱۴۰۴/۰۲/۱۷ — [317, 456, 378, 462]
notice-body: برابر رأی شماره ۱۴۰۳۶۰۳۰۶۲۷۱۰۰۴۵۶۱ ـ ۱۴۰۳/۱۲/۱۰ هیأت اول موضوع قانون تعیین تکلیف وضعیت ثبتی اراضی و ساختمانهای فاقد سند رسمی مستقر در واحد ثبتی حوزه ثبت ملک زاوه تصرفات مالکانه بلامعارض متقاضی آقای رضا آذر هوشنگ فرزند قدرت‌اله بشماره شناسنامه ۳۹ صادره از تربت حیدریه در ششدانگ یک قطعه زمین مزروعی بمساحت ۲۱۸۴٫۶۷ مترمربع قسمتی از پلاک ۲۲ ـ فرعی از ۱۱۶ ـ اصلی بخش ۴ زاوه واقع در اراضی دیزقند خریداری از محل مالکیت قدرت‌اله آذر هوشنگ فرزند یوسفعلی محرز گردیده است. لذا به منظور اطلاع عموم مراتب در دو نوبت به فاصله ۱۵ روز آگهی می‌شود درصورتی‌که اشخاص نسبت به صدور سند مالکیت متقاضی اعتراضی داشته باشند می‌توانند از تاریخ انتشار اولین آگهی به مدت دو ماه اعتراض خود را به این اداره تسلیم و پس از اخذ رسید، ظرف مدت یک ماه از تاریخ تسلیم اعتراض، دادخواست خود را به مراجع قضایی تقدیم نمایند. بدیهی است درصورت انقضای مدت مذکور و عدم وصول اعتراض طبق مقررات سند مالکیت صادر خواهد شد. — [13, 72, 151, 152]
notice-signature: رئیس ثبت اسناد املاک زاوه — [399, 325, 455, 331]
notice-id-line: م/الف: ۱۴۴۹ — [581, 755, 607, 761]
publish-date-first: تاریخ انتشار نوبت اول: ۱۴۰۴/۰۲/۰۲ — [395, 313, 455, 319]
notice-id-line: شناسه: ۱۸۴۶۶۴۳ م/الف ۲۵۱ حمیدرضا ملائیان قلوچی، — [42, 319, 151, 325]
publish-date-second: تاریخ انتشار نوبت دوم: ۱۴۰۴/۰۲/۱۷ — [317, 168, 378, 174]
publish-date-second: تاریخ انتشار نوبت دوم: ۱۴۰۴/۰۲/۱۷ — [13, 771, 74, 777]
notice-body: برابر رأی شماره ۱۴۰۳۶۰۳۰۶۲۷۱۰۰۴۵۹۴ ـ ۱۴۰۳/۱۲/۱۰ هیأت اول موضوع قانون تعیین تکلیف وضعیت ثبتی اراضی و ساختمانهای فاقد سند رسمی مستقر در واحد ثبتی حوزه ثبت ملک زاوه تصرفات مالکانه بلامعارض متقاضی آقای رجبعلی پیمان فرزند علی بشماره شناسنامه ۳۱۹ صادره از تربت حیدریه در ششدانگ یک قطعه زمین مزروعی بمساحت ۳۶۰٫۸۴ مترمربع قسمتی از پلاک ۱۲۱ ـ اصلی بخش ۹ زاوه واقع در اراضی حشمت‌آباد خریداری از محل مالکیت محمدحسن مختاری ـ علی محمد پور بازار محرز گردیده است. لذا به منظور اطلاع عموم مراتب در دو نوبت به فاصله ۱۵ روز آگهی می‌شود درصورتی‌که اشخاص نسبت به صدور سند مالکیت متقاضی اعتراضی داشته باشند می‌توانند از تاریخ انتشار اولین آگهی به مدت دو ماه اعتراض خود را به این اداره تسلیم و پس از اخذ رسید، ظرف مدت یک ماه از تاریخ تسلیم اعتراض، دادخواست خود را به مراجع قضایی تقدیم نمایند. بدیهی است درصورت انقضای مدت مذکور و عدم وصول اعتراض طبق مقررات سند مالکیت صادر خواهد شد. — [469, 217, 607, 297]
notice-block — [8, 338, 156, 478]
publish-date-first: تاریخ انتشار نوبت اول: ۱۴۰۴/۰۲/۰۲ — [91, 313, 151, 319]
notice-body: برابر رأی هیات اول موضوع قانون تعیین تکلیف وضعیت ثبتی اراضی و ساختمانهای فاقد سند رسمی مستقر در واحد ثبتی حوزه ثبت ملک ناحیه ایجرود تصرفات مالکانه بلامعارض متقاضیان به شرح ذیل محرز گردیده است. لذا به منظور اطلاع عموم مراتب در دو نوبت به فاصله ۱۵ روز آگهی می‌شود. درصورتی‌که اشخاص نسبت به صدور سند مالکیت متقاضی اعتراضی داشته باشند می‌توانند از تاریخ انتشار اولین آگهی به مدت دو ماه اعتراض خود را به این اداره تسلیم و پس از اخذ رسید، ظرف مدت یک ماه از تاریخ تسلیم اعتراض، دادخواست خود را به مراجع قضایی تقدیم نمایند. بدیهی است در صورت انقضای مدت مذکور و عدم وصول اعتراض در مهلت مقرر طبق مقررات سند مالکیت صادر خواهد شد. ۱ـ ششدانگ یک قطعه زمین زراعی بمساحت ۹۲۱/۷۵ مترمربع واقع در پلاک فرعی ۱۶۴۴ از ۸۶ اصلی بخش ۵ زنجان واقع در اراضیک سفلی برابر رأی شماره ۱۴۰۳۶۰۳۲۷۰۰۵۰۰۰۵۲۳ ۲ـ ششدانگ یک قطعه زمین زراعی بمساحت ۳۸۰/۰۴ مترمربع واقع در پلاک فرعی ۱۶۴۵ از ۸۶ اصلی بخش ۵ زنجان واقع در اراضیک سفلی برابر رأی شماره ۱۴۰۳۶۰۳۲۷۰۰۵۰۰۰۵۲۴ مورخه ۱۴۰۳/۱۲/۲۰. — [13, 648, 151, 735]
